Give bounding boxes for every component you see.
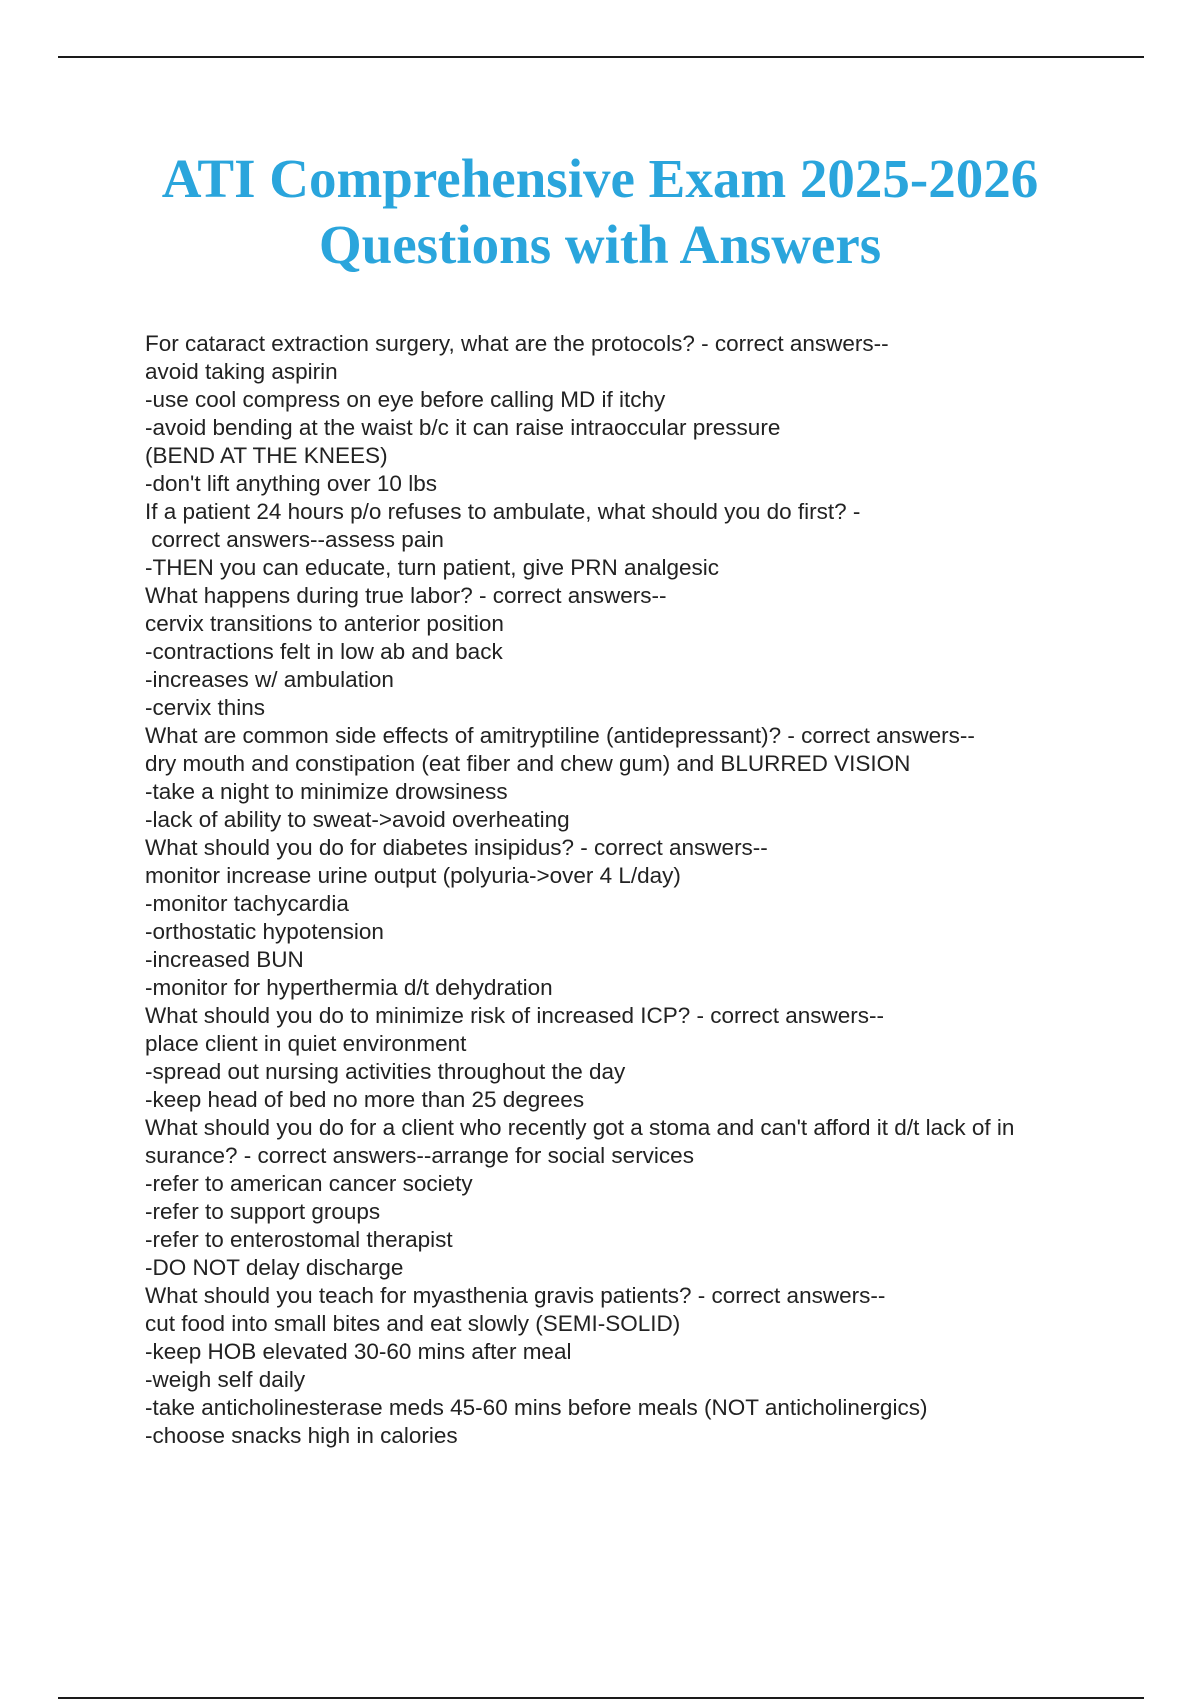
text-line: -refer to support groups (145, 1199, 381, 1224)
text-line: cut food into small bites and eat slowly (SEMI-SOLID) (145, 1311, 681, 1336)
text-line: What are common side effects of amitryptiline (antidepressant)? - correct answers-- (145, 723, 975, 748)
text-line: -cervix thins (145, 695, 266, 720)
text-line: -monitor for hyperthermia d/t dehydration (145, 975, 553, 1000)
text-line: -spread out nursing activities throughout the day (145, 1059, 626, 1084)
text-line: (BEND AT THE KNEES) (145, 443, 388, 468)
bottom-rule (58, 1697, 1144, 1699)
text-line: -keep head of bed no more than 25 degrees (145, 1087, 585, 1112)
document-body (145, 330, 1145, 1450)
text-line: correct answers--assess pain (145, 527, 444, 552)
text-line: -monitor tachycardia (145, 891, 349, 916)
text-line: -take a night to minimize drowsiness (145, 779, 508, 804)
text-line: -THEN you can educate, turn patient, give PRN analgesic (145, 555, 720, 580)
text-line: -increased BUN (145, 947, 304, 972)
text-line: What happens during true labor? - correct answers-- (145, 583, 667, 608)
text-line: -orthostatic hypotension (145, 919, 384, 944)
text-line: -lack of ability to sweat->avoid overheating (145, 807, 570, 832)
text-line: -weigh self daily (145, 1367, 306, 1392)
text-line: place client in quiet environment (145, 1031, 467, 1056)
text-line: -choose snacks high in calories (145, 1423, 458, 1448)
top-rule (58, 56, 1144, 58)
text-line: -DO NOT delay discharge (145, 1255, 404, 1280)
text-line: What should you do for diabetes insipidus? - correct answers-- (145, 835, 768, 860)
document-title (0, 146, 1200, 278)
text-line: -keep HOB elevated 30-60 mins after meal (145, 1339, 572, 1364)
text-line: -take anticholinesterase meds 45-60 mins before meals (NOT anticholinergics) (145, 1395, 928, 1420)
text-line: What should you do to minimize risk of increased ICP? - correct answers-- (145, 1003, 885, 1028)
text-line: monitor increase urine output (polyuria->over 4 L/day) (145, 863, 681, 888)
text-line: -contractions felt in low ab and back (145, 639, 503, 664)
text-line: -refer to enterostomal therapist (145, 1227, 453, 1252)
title-line-2: Questions with Answers (318, 214, 882, 275)
text-line: For cataract extraction surgery, what are the protocols? - correct answers-- (145, 331, 889, 356)
text-line: What should you teach for myasthenia gravis patients? - correct answers-- (145, 1283, 886, 1308)
text-line: -don't lift anything over 10 lbs (145, 471, 437, 496)
text-line: surance? - correct answers--arrange for social services (145, 1143, 694, 1168)
title-line-1: ATI Comprehensive Exam 2025-2026 (161, 148, 1039, 209)
text-line: What should you do for a client who recently got a stoma and can't afford it d/t lack of in (145, 1115, 1015, 1140)
text-line: -use cool compress on eye before calling MD if itchy (145, 387, 666, 412)
text-line: If a patient 24 hours p/o refuses to ambulate, what should you do first? - (145, 499, 861, 524)
text-line: avoid taking aspirin (145, 359, 338, 384)
text-line: -refer to american cancer society (145, 1171, 473, 1196)
text-line: dry mouth and constipation (eat fiber and chew gum) and BLURRED VISION (145, 751, 911, 776)
text-line: -increases w/ ambulation (145, 667, 394, 692)
text-line: cervix transitions to anterior position (145, 611, 504, 636)
text-line: -avoid bending at the waist b/c it can raise intraoccular pressure (145, 415, 781, 440)
